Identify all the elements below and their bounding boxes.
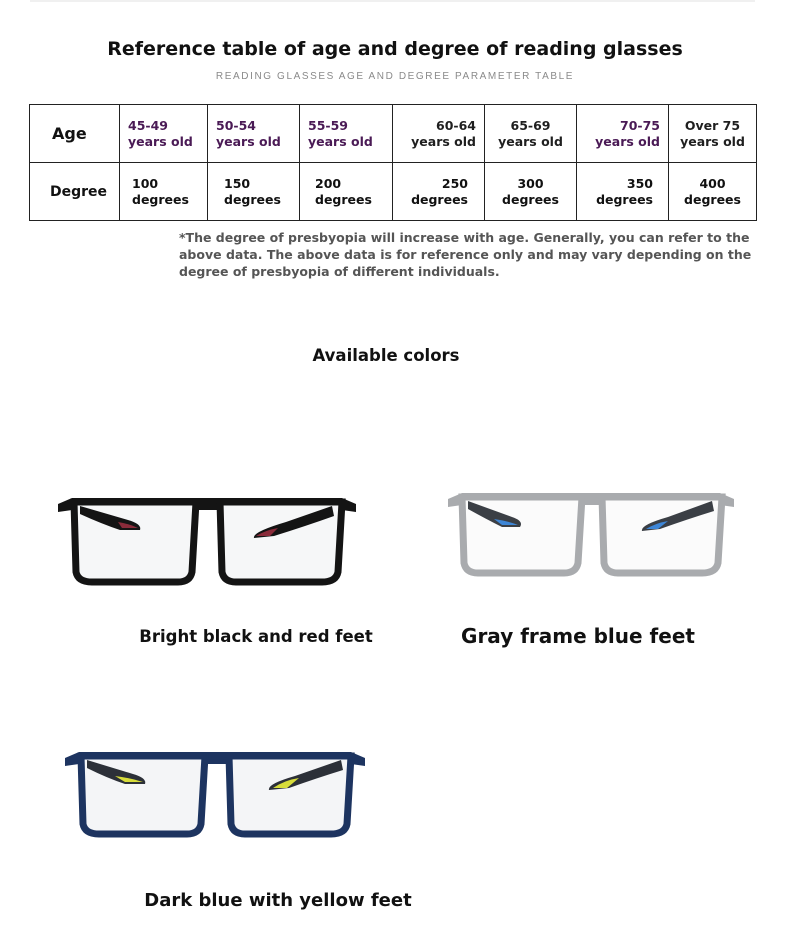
bridge bbox=[196, 505, 220, 508]
bridge bbox=[205, 759, 229, 762]
table-cell-degree: 150 degrees bbox=[208, 163, 300, 221]
top-divider bbox=[30, 0, 755, 2]
table-cell-age: 55-59 years old bbox=[300, 105, 393, 163]
table-cell-age: Over 75 years old bbox=[669, 105, 757, 163]
table-cell-degree: 100 degrees bbox=[120, 163, 208, 221]
page-subtitle: READING GLASSES AGE AND DEGREE PARAMETER TABLE bbox=[215, 71, 575, 82]
table-row-degree bbox=[30, 163, 757, 221]
table-row-age bbox=[30, 105, 757, 163]
table-cell-age: 65-69 years old bbox=[485, 105, 577, 163]
glasses-black-red-image bbox=[56, 494, 358, 586]
page-title: Reference table of age and degree of reading glasses bbox=[107, 38, 683, 60]
product-caption: Dark blue with yellow feet bbox=[144, 890, 412, 911]
reference-table bbox=[29, 104, 757, 221]
table-cell-age: 45-49 years old bbox=[120, 105, 208, 163]
table-cell-degree: 350 degrees bbox=[577, 163, 669, 221]
bridge bbox=[582, 500, 602, 503]
row-header-age: Age bbox=[30, 105, 120, 163]
table-cell-age: 60-64 years old bbox=[393, 105, 485, 163]
row-header-degree: Degree bbox=[30, 163, 120, 221]
product-caption: Bright black and red feet bbox=[139, 627, 373, 646]
glasses-blue-yellow-image bbox=[63, 748, 367, 838]
disclaimer-note: *The degree of presbyopia will increase with age. Generally, you can refer to the above data. The above data is for reference only and may vary depending on the degree of presbyopia of different individuals. bbox=[179, 230, 752, 279]
colors-heading: Available colors bbox=[312, 346, 460, 365]
table-cell-degree: 400 degrees bbox=[669, 163, 757, 221]
table-cell-age: 50-54 years old bbox=[208, 105, 300, 163]
product-caption: Gray frame blue feet bbox=[461, 624, 695, 648]
glasses-gray-blue-image bbox=[446, 489, 736, 577]
table-cell-degree: 300 degrees bbox=[485, 163, 577, 221]
table-cell-age: 70-75 years old bbox=[577, 105, 669, 163]
table-cell-degree: 200 degrees bbox=[300, 163, 393, 221]
table-cell-degree: 250 degrees bbox=[393, 163, 485, 221]
